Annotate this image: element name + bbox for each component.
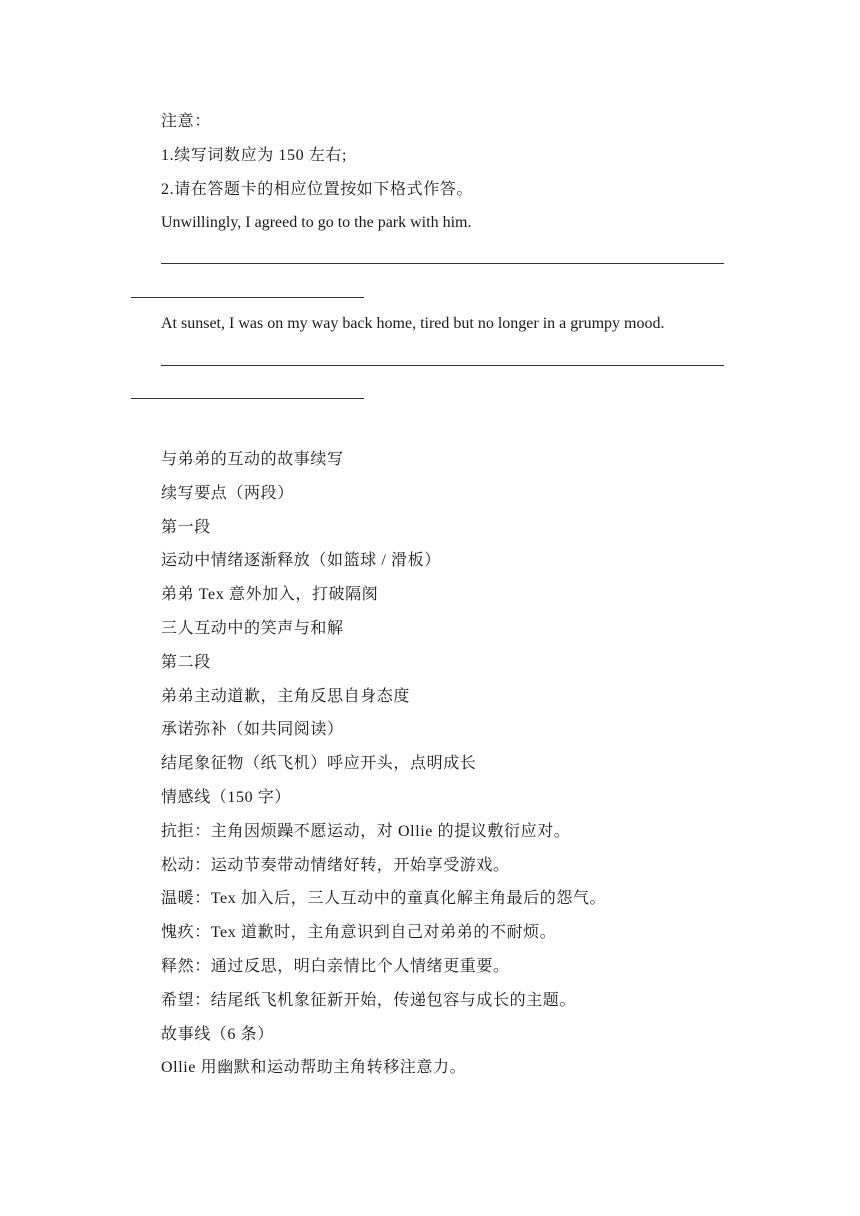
emotion-item: 松动：运动节奏带动情绪好转，开始享受游戏。 [161,857,510,874]
emotion-heading: 情感线（150 字） [161,789,292,806]
answer-line [161,263,724,264]
notes-item-2: 2.请在答题卡的相应位置按如下格式作答。 [161,181,474,198]
story-heading: 故事线（6 条） [161,1026,274,1043]
notes-heading: 注意： [161,113,211,130]
emotion-item: 希望：结尾纸飞机象征新开始，传递包容与成长的主题。 [161,992,577,1009]
section-2-heading: 第二段 [161,654,211,671]
section-1-item: 弟弟 Tex 意外加入，打破隔阂 [161,586,379,603]
section-2-item: 承诺弥补（如共同阅读） [161,721,344,738]
emotion-item: 抗拒：主角因烦躁不愿运动，对 Ollie 的提议敷衍应对。 [161,823,571,840]
emotion-item: 释然：通过反思，明白亲情比个人情绪更重要。 [161,958,510,975]
section-1-heading: 第一段 [161,519,211,536]
paragraph-2-opening: At sunset, I was on my way back home, tired but no longer in a grumpy mood. [161,315,665,332]
section-2-item: 弟弟主动道歉，主角反思自身态度 [161,688,411,705]
section-1-item: 运动中情绪逐渐释放（如篮球 / 滑板） [161,552,441,569]
section-1-item: 三人互动中的笑声与和解 [161,620,344,637]
outline-points-heading: 续写要点（两段） [161,485,294,502]
emotion-item: 愧疚：Tex 道歉时，主角意识到自己对弟弟的不耐烦。 [161,924,557,941]
section-2-item: 结尾象征物（纸飞机）呼应开头，点明成长 [161,755,477,772]
emotion-item: 温暖：Tex 加入后，三人互动中的童真化解主角最后的怨气。 [161,890,607,907]
notes-item-1: 1.续写词数应为 150 左右; [161,147,348,164]
answer-line [131,398,364,399]
answer-line [161,365,724,366]
answer-line [131,297,364,298]
outline-title: 与弟弟的互动的故事续写 [161,451,344,468]
paragraph-1-opening: Unwillingly, I agreed to go to the park with him. [161,214,472,231]
story-item: Ollie 用幽默和运动帮助主角转移注意力。 [161,1059,467,1076]
